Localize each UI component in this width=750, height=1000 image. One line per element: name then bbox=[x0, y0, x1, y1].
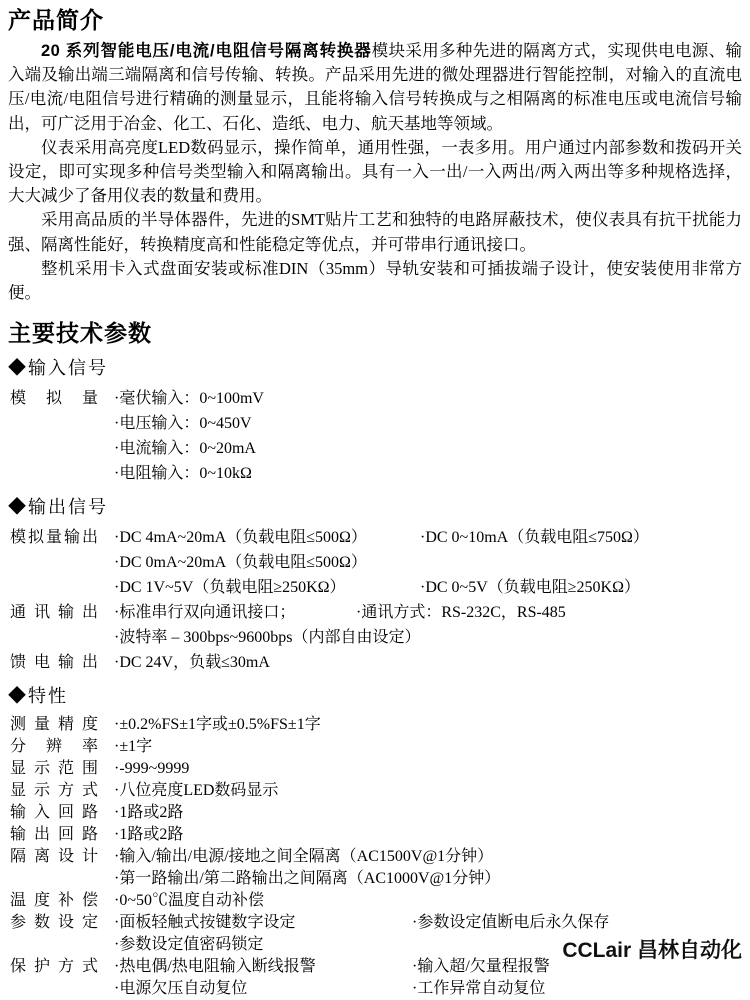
spec-value: ·DC 4mA~20mA（负载电阻≤500Ω） bbox=[114, 529, 367, 547]
spec-label: 输出回路 bbox=[10, 826, 98, 844]
spec-value: ·电流输入：0~20mA bbox=[114, 440, 256, 458]
section-title-specs: 主要技术参数 bbox=[8, 320, 152, 347]
spec-value: ·±1字 bbox=[114, 738, 153, 756]
spec-value: ·热电偶/热电阻输入断线报警 bbox=[114, 958, 316, 976]
subsection-heading-features: ◆特性 bbox=[8, 686, 68, 707]
spec-value: ·DC 24V，负载≤30mA bbox=[114, 654, 270, 672]
spec-label: 显示方式 bbox=[10, 782, 98, 800]
spec-value: ·±0.2%FS±1字或±0.5%FS±1字 bbox=[114, 716, 321, 734]
spec-row bbox=[8, 802, 742, 824]
spec-label: 模拟量 bbox=[10, 390, 98, 408]
spec-value: ·-999~9999 bbox=[114, 760, 190, 778]
spec-row bbox=[8, 525, 742, 550]
spec-label: 保护方式 bbox=[10, 958, 98, 976]
spec-value: ·面板轻触式按键数字设定 bbox=[114, 914, 296, 932]
spec-label: 输入回路 bbox=[10, 804, 98, 822]
spec-row bbox=[8, 868, 742, 890]
spec-value-secondary: ·参数设定值断电后永久保存 bbox=[412, 914, 610, 932]
spec-value: ·标准串行双向通讯接口； bbox=[114, 604, 296, 622]
spec-label: 显示范围 bbox=[10, 760, 98, 778]
spec-label: 通讯输出 bbox=[10, 604, 98, 622]
spec-label: 模拟量输出 bbox=[10, 529, 98, 547]
page-title: 产品简介 bbox=[8, 7, 104, 33]
spec-value-secondary: ·工作异常自动复位 bbox=[412, 980, 546, 998]
spec-row bbox=[8, 890, 742, 912]
spec-row bbox=[8, 736, 742, 758]
spec-row bbox=[8, 846, 742, 868]
spec-value-secondary: ·DC 0~10mA（负载电阻≤750Ω） bbox=[420, 529, 649, 547]
spec-label: 测量精度 bbox=[10, 716, 98, 734]
brand-watermark: CCLair 昌林自动化 bbox=[562, 939, 742, 962]
spec-row bbox=[8, 411, 742, 436]
section-output-signal bbox=[8, 495, 742, 675]
spec-value: ·波特率 – 300bps~9600bps（内部自由设定） bbox=[114, 629, 421, 647]
spec-value: ·电压输入：0~450V bbox=[114, 415, 252, 433]
spec-value: ·毫伏输入：0~100mV bbox=[114, 390, 264, 408]
section-input-signal bbox=[8, 356, 742, 486]
spec-row bbox=[8, 436, 742, 461]
spec-row bbox=[8, 758, 742, 780]
spec-value: ·电源欠压自动复位 bbox=[114, 980, 248, 998]
spec-row bbox=[8, 550, 742, 575]
spec-value: ·八位亮度LED数码显示 bbox=[114, 782, 279, 800]
spec-value: ·参数设定值密码锁定 bbox=[114, 936, 264, 954]
spec-row bbox=[8, 780, 742, 802]
spec-value: ·DC 1V~5V（负载电阻≥250KΩ） bbox=[114, 579, 346, 597]
subsection-heading-input: ◆输入信号 bbox=[8, 358, 108, 379]
spec-value: ·1路或2路 bbox=[114, 804, 184, 822]
spec-row bbox=[8, 461, 742, 486]
spec-value: ·电阻输入：0~10kΩ bbox=[114, 465, 252, 483]
spec-value: ·第一路输出/第二路输出之间隔离（AC1000V@1分钟） bbox=[114, 870, 501, 888]
spec-value-secondary: ·通讯方式：RS-232C，RS-485 bbox=[356, 604, 566, 622]
spec-value-secondary: ·输入超/欠量程报警 bbox=[412, 958, 550, 976]
spec-row bbox=[8, 714, 742, 736]
spec-row bbox=[8, 386, 742, 411]
spec-value: ·输入/输出/电源/接地之间全隔离（AC1500V@1分钟） bbox=[114, 848, 494, 866]
intro-paragraph: 整机采用卡入式盘面安装或标准DIN（35mm）导轨安装和可插拔端子设计，使安装使用非常方便。 bbox=[8, 258, 742, 303]
spec-row bbox=[8, 978, 742, 1000]
product-name-bold: 20 系列智能电压/电流/电阻信号隔离转换器 bbox=[41, 42, 372, 60]
spec-label: 隔离设计 bbox=[10, 848, 98, 866]
subsection-heading-output: ◆输出信号 bbox=[8, 497, 108, 518]
spec-row bbox=[8, 824, 742, 846]
spec-row bbox=[8, 625, 742, 650]
spec-row bbox=[8, 600, 742, 625]
spec-row bbox=[8, 650, 742, 675]
intro-paragraph bbox=[8, 39, 742, 136]
spec-label: 温度补偿 bbox=[10, 892, 98, 910]
spec-value: ·0~50℃温度自动补偿 bbox=[114, 892, 264, 910]
spec-label: 馈电输出 bbox=[10, 654, 98, 672]
spec-row bbox=[8, 912, 742, 934]
spec-value: ·DC 0mA~20mA（负载电阻≤500Ω） bbox=[114, 554, 367, 572]
spec-row bbox=[8, 575, 742, 600]
spec-label: 分辨率 bbox=[10, 738, 98, 756]
spec-value-secondary: ·DC 0~5V（负载电阻≥250KΩ） bbox=[420, 579, 640, 597]
spec-value: ·1路或2路 bbox=[114, 826, 184, 844]
spec-label: 参数设定 bbox=[10, 914, 98, 932]
intro-paragraph: 仪表采用高亮度LED数码显示，操作简单，通用性强，一表多用。用户通过内部参数和拨码开关设定，即可实现多种信号类型输入和隔离输出。具有一入一出/一入两出/两入两出等多种规格选择，大大减少了备用仪表的数量和费用。 bbox=[8, 137, 742, 206]
intro-paragraph-text: 模块采用多种先进的隔离方式，实现供电电源、输入端及输出端三端隔离和信号传输、转换。产品采用先进的微处理器进行智能控制，对输入的直流电压/电流/电阻信号进行精确的测量显示，且能将输入信号转换成与之相隔离的标准电压或电流信号输出，可广泛用于冶金、化工、石化、造纸、电力、航天基地等领域。 bbox=[8, 41, 743, 133]
intro-paragraph: 采用高品质的半导体器件，先进的SMT贴片工艺和独特的电路屏蔽技术，使仪表具有抗干扰能力强、隔离性能好，转换精度高和性能稳定等优点，并可带串行通讯接口。 bbox=[8, 210, 742, 254]
